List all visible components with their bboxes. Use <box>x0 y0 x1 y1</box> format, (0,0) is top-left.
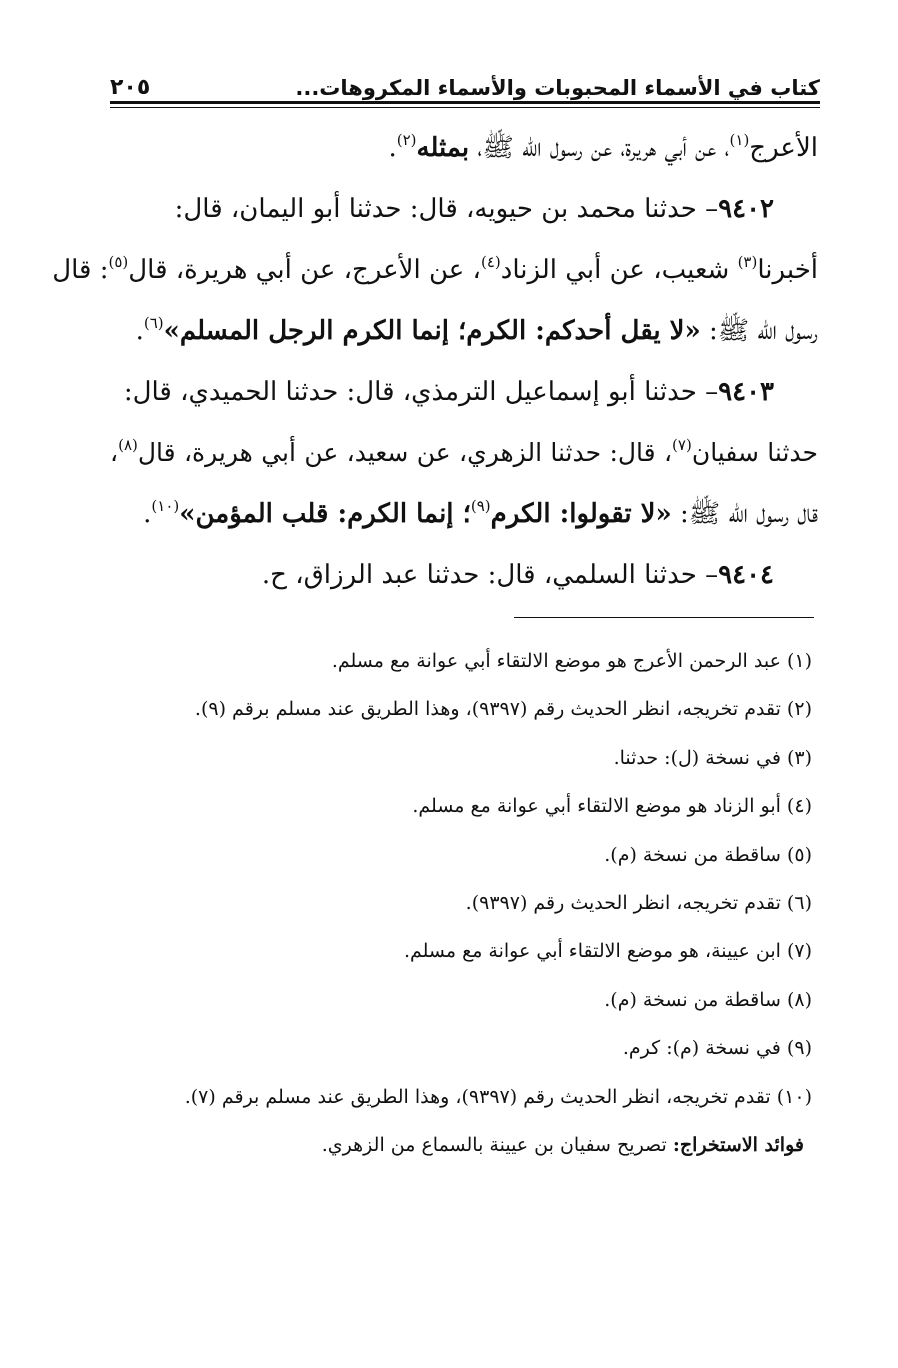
footnote-4: (٤) أبو الزناد هو موضع الالتقاء أبي عوانة مع مسلم. <box>412 795 812 818</box>
header-title: كتاب في الأسماء المحبوبات والأسماء المكروهات... <box>295 76 820 100</box>
fawaid-text: تصريح سفيان بن عيينة بالسماع من الزهري. <box>321 1133 673 1156</box>
hadith-number: ٩٤٠٤ <box>718 560 774 590</box>
footnote-ref: (٢) <box>396 131 417 149</box>
text-line-1: الأعرج$^{(١)}$، عن أبي هريرة، عن رسول الله ﷺ، بمثله$^{(٢)}$. <box>388 131 818 163</box>
running-header <box>110 66 820 100</box>
header-rule-thick <box>110 101 820 104</box>
hadith-9402: ٩٤٠٢– حدثنا محمد بن حيويه، قال: حدثنا أبو اليمان، قال: <box>174 194 774 224</box>
footnotes <box>110 640 812 1172</box>
footnote-9: (٩) في نسخة (م): كرم. <box>622 1037 812 1060</box>
hadith-number: ٩٤٠٣ <box>718 377 774 407</box>
text-line-3: أخبرنا$^{(٣)}$ شعيب، عن أبي الزناد$^{(٤)}$، عن الأعرج، عن أبي هريرة، قال$^{(٥)}$: قال <box>52 253 818 285</box>
page-number: ٢٠٥ <box>110 75 151 100</box>
hadith-9404: ٩٤٠٤– حدثنا السلمي، قال: حدثنا عبد الرزاق، ح. <box>261 560 774 590</box>
footnote-5: (٥) ساقطة من نسخة (م). <box>604 843 812 866</box>
text-line-7: قال رسول الله ﷺ: «لا تقولوا: الكرم$^{(٩)}$؛ إنما الكرم: قلب المؤمن»$^{(١٠)}$. <box>143 497 818 529</box>
footnote-ref: (٩) <box>470 497 491 515</box>
footnote-2: (٢) تقدم تخريجه، انظر الحديث رقم (٩٣٩٧)، وهذا الطريق عند مسلم برقم (٩). <box>194 698 812 721</box>
footnote-1: (١) عبد الرحمن الأعرج هو موضع الالتقاء أبي عوانة مع مسلم. <box>331 650 812 672</box>
footnote-ref: (٣) <box>737 253 758 271</box>
footnote-ref: (٦) <box>143 314 164 332</box>
footnote-ref: (٤) <box>480 253 501 271</box>
main-text <box>52 124 819 612</box>
footnote-7: (٧) ابن عيينة، هو موضع الالتقاء أبي عوانة مع مسلم. <box>403 940 812 963</box>
fawaid-note <box>110 1124 812 1172</box>
hadith-matn: «لا يقل أحدكم: الكرم؛ إنما الكرم الرجل المسلم» <box>163 316 701 346</box>
footnote-ref: (٨) <box>118 436 138 454</box>
footnote-ref: (٧) <box>672 436 692 454</box>
text-line-4: رسول الله ﷺ: «لا يقل أحدكم: الكرم؛ إنما الكرم الرجل المسلم»$^{(٦)}$. <box>135 314 818 346</box>
hadith-number: ٩٤٠٢ <box>718 194 774 224</box>
header-rule-thin <box>110 107 820 108</box>
footnote-separator <box>514 617 814 618</box>
footnote-10: (١٠) تقدم تخريجه، انظر الحديث رقم (٩٣٩٧)، وهذا الطريق عند مسلم برقم (٧). <box>184 1085 812 1108</box>
footnote-6: (٦) تقدم تخريجه، انظر الحديث رقم (٩٣٩٧). <box>465 891 812 914</box>
hadith-matn: «لا تقولوا: الكرم <box>490 499 672 529</box>
footnote-3: (٣) في نسخة (ل): حدثنا. <box>613 746 812 769</box>
text-line-6: حدثنا سفيان$^{(٧)}$، قال: حدثنا الزهري، عن سعيد، عن أبي هريرة، قال$^{(٨)}$، <box>110 436 819 467</box>
hadith-9403: ٩٤٠٣– حدثنا أبو إسماعيل الترمذي، قال: حدثنا الحميدي، قال: <box>123 377 774 407</box>
footnote-ref: (١٠) <box>151 497 180 515</box>
footnote-ref: (١) <box>729 131 750 149</box>
footnote-ref: (٥) <box>108 253 129 271</box>
fawaid-label: فوائد الاستخراج: <box>672 1133 804 1156</box>
footnote-8: (٨) ساقطة من نسخة (م). <box>604 988 812 1011</box>
